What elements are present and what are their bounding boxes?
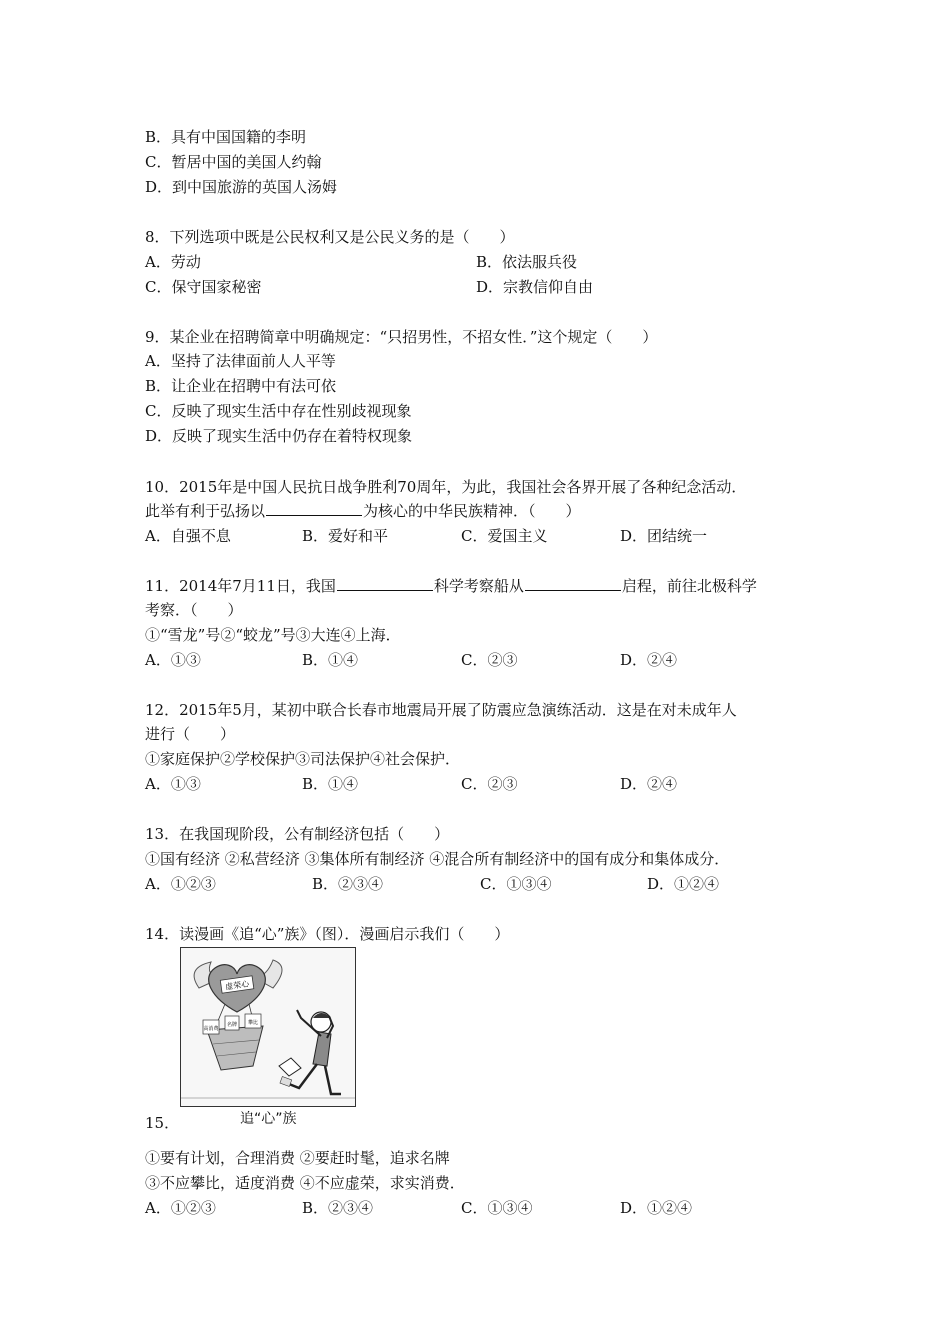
q15-items-line2: ③不应攀比，适度消费 ④不应虚荣，求实消费． [145,1174,465,1192]
q13-stem: 13．在我国现阶段，公有制经济包括（ ） [145,825,450,843]
q13-option-d: D．①②④ [647,875,720,893]
q11-option-c: C．②③ [461,651,518,669]
q10-stem-part2: 为核心的中华民族精神．（ ） [363,502,581,520]
q12-stem-line1: 12．2015年5月，某初中联合长春市地震局开展了防震应急演练活动．这是在对未成年人 [145,701,737,719]
q11-items: ①“雪龙”号②“蛟龙”号③大连④上海． [145,626,401,644]
q11-blank-1 [337,576,433,591]
basket-label-1: 高消费 [203,1026,219,1032]
q15-number: 15． [145,1114,180,1132]
q11-option-d: D．②④ [620,651,678,669]
q10-option-a: A．自强不息 [145,527,231,545]
q11-option-b: B．①④ [302,651,359,669]
q13-items: ①国有经济 ②私营经济 ③集体所有制经济 ④混合所有制经济中的国有成分和集体成分． [145,850,730,868]
q15-items-line1: ①要有计划，合理消费 ②要赶时髦，追求名牌 [145,1149,450,1167]
q13-option-a: A．①②③ [145,875,216,893]
q14-stem: 14．读漫画《追“心”族》（图）．漫画启示我们（ ） [145,925,510,943]
q11-stem-line2: 考察．（ ） [145,601,243,619]
q9-stem: 9．某企业在招聘简章中明确规定：“只招男性，不招女性．”这个规定（ ） [145,328,658,346]
q11-option-a: A．①③ [145,651,201,669]
q9-option-d: D．反映了现实生活中仍存在着特权现象 [145,427,413,445]
q15-option-b: B．②③④ [302,1199,374,1217]
q9-option-c: C．反映了现实生活中存在性别歧视现象 [145,402,412,420]
q10-stem-line2 [145,501,581,521]
balloon-label: 虚荣心 [224,979,250,992]
q8-option-b: B．依法服兵役 [476,253,578,271]
q13-option-c: C．①③④ [480,875,552,893]
q13-option-b: B．②③④ [312,875,384,893]
q12-option-c: C．②③ [461,775,518,793]
q15-option-a: A．①②③ [145,1199,216,1217]
q9-option-b: B．让企业在招聘中有法可依 [145,377,337,395]
q10-blank [266,501,362,516]
q12-option-d: D．②④ [620,775,678,793]
q8-option-d: D．宗教信仰自由 [476,278,594,296]
q7-option-b: B．具有中国国籍的李明 [145,128,307,146]
q10-option-c: C．爱国主义 [461,527,548,545]
q11-stem-line1 [145,576,757,596]
q12-option-a: A．①③ [145,775,201,793]
q11-stem-part3: 启程，前往北极科学 [621,577,757,595]
basket-label-2: 名牌 [226,1022,238,1028]
q10-stem-line1: 10．2015年是中国人民抗日战争胜利70周年，为此，我国社会各界开展了各种纪念活动． [145,478,747,496]
q15-option-c: C．①③④ [461,1199,533,1217]
cartoon-image [180,947,356,1107]
q8-option-a: A．劳动 [145,253,201,271]
q11-stem-part1: 11．2014年7月11日，我国 [145,577,336,595]
q7-option-d: D．到中国旅游的英国人汤姆 [145,178,338,196]
basket-label-3: 攀比 [247,1020,259,1026]
q15-option-d: D．①②④ [620,1199,693,1217]
q8-option-c: C．保守国家秘密 [145,278,262,296]
cartoon-caption: 追“心”族 [240,1111,297,1127]
q8-stem: 8．下列选项中既是公民权利又是公民义务的是（ ） [145,228,515,246]
q12-items: ①家庭保护②学校保护③司法保护④社会保护． [145,750,461,768]
q11-blank-2 [525,576,621,591]
q10-stem-part1: 此举有利于弘扬以 [145,502,266,520]
q10-option-d: D．团结统一 [620,527,708,545]
q12-option-b: B．①④ [302,775,359,793]
cartoon-drawing [181,948,355,1106]
q11-stem-part2: 科学考察船从 [433,577,524,595]
q10-option-b: B．爱好和平 [302,527,389,545]
q9-option-a: A．坚持了法律面前人人平等 [145,352,336,370]
q7-option-c: C．暂居中国的美国人约翰 [145,153,322,171]
q12-stem-line2: 进行（ ） [145,725,236,743]
